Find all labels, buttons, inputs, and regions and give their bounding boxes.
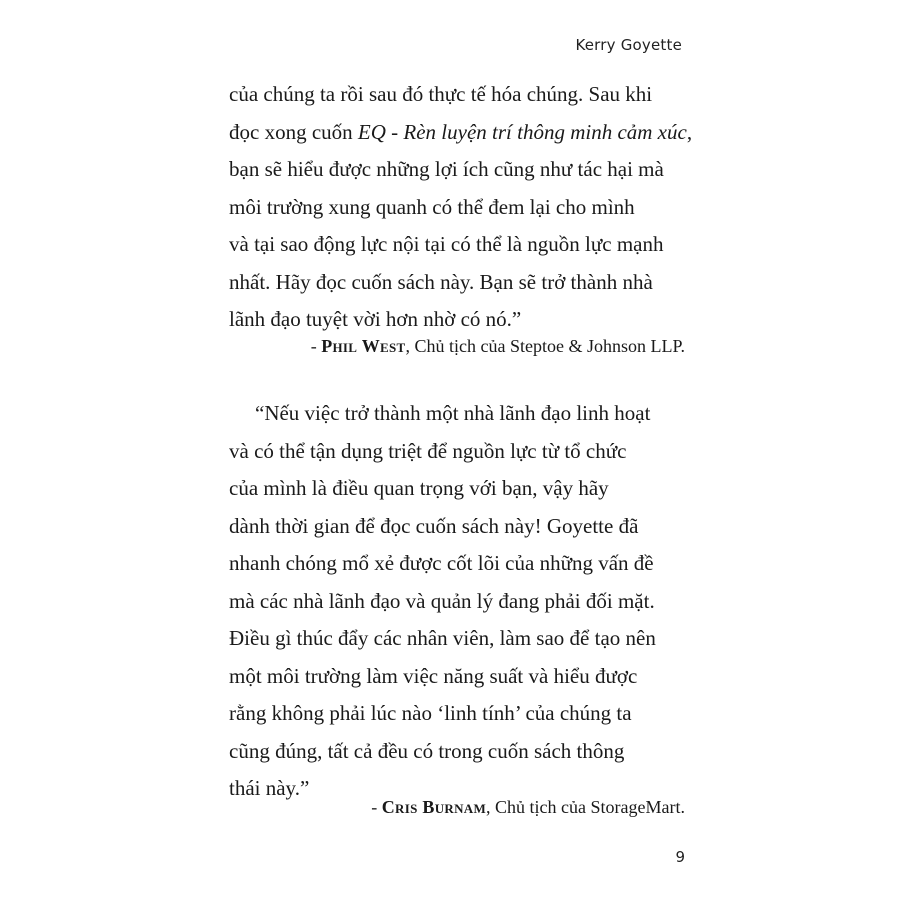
quote-1-body: [229, 76, 693, 339]
quote-2-attribution: [371, 797, 685, 818]
attribution-title: , Chủ tịch của Steptoe & Johnson LLP.: [405, 336, 685, 356]
running-header-author: Kerry Goyette: [575, 36, 682, 54]
text-line: mà các nhà lãnh đạo và quản lý đang phải đối mặt.: [229, 588, 655, 613]
quote-1-attribution: [311, 336, 685, 357]
book-title: EQ - Rèn luyện trí thông minh cảm xúc: [357, 119, 687, 144]
text-line: nhanh chóng mổ xẻ được cốt lõi của những vấn đề: [229, 551, 654, 575]
text-line: bạn sẽ hiểu được những lợi ích cũng như tác hại mà: [229, 157, 664, 181]
attribution-name: Cris Burnam: [381, 797, 487, 817]
text-line: Điều gì thúc đẩy các nhân viên, làm sao để tạo nên: [229, 626, 656, 650]
text-line: và có thể tận dụng triệt để nguồn lực từ tổ chức: [229, 438, 627, 463]
text-line: thái này.”: [229, 776, 310, 800]
text-segment: đọc xong cuốn: [229, 119, 358, 144]
text-line: và tại sao động lực nội tại có thể là nguồn lực mạnh: [229, 232, 664, 256]
text-line: dành thời gian để đọc cuốn sách này! Goyette đã: [229, 513, 639, 538]
text-line: “Nếu việc trở thành một nhà lãnh đạo linh hoạt: [255, 401, 651, 425]
text-segment: ,: [686, 119, 693, 144]
page-number: 9: [675, 848, 685, 866]
attribution-title: , Chủ tịch của StorageMart.: [486, 797, 685, 817]
text-line: [229, 114, 693, 152]
text-line: một môi trường làm việc năng suất và hiểu được: [229, 663, 638, 688]
text-line: của chúng ta rồi sau đó thực tế hóa chúng. Sau khi: [229, 82, 653, 106]
text-line: lãnh đạo tuyệt vời hơn nhờ có nó.”: [229, 307, 522, 331]
text-line: cũng đúng, tất cả đều có trong cuốn sách thông: [229, 738, 625, 763]
text-line: nhất. Hãy đọc cuốn sách này. Bạn sẽ trở thành nhà: [229, 269, 653, 294]
text-line: của mình là điều quan trọng với bạn, vậy hãy: [229, 476, 609, 500]
attribution-name: Phil West: [321, 336, 406, 356]
text-line: rằng không phải lúc nào ‘linh tính’ của chúng ta: [229, 701, 632, 725]
text-line: môi trường xung quanh có thể đem lại cho mình: [229, 194, 635, 219]
attribution-dash: -: [371, 797, 382, 817]
quote-2-body: [229, 395, 685, 808]
attribution-dash: -: [310, 336, 322, 356]
